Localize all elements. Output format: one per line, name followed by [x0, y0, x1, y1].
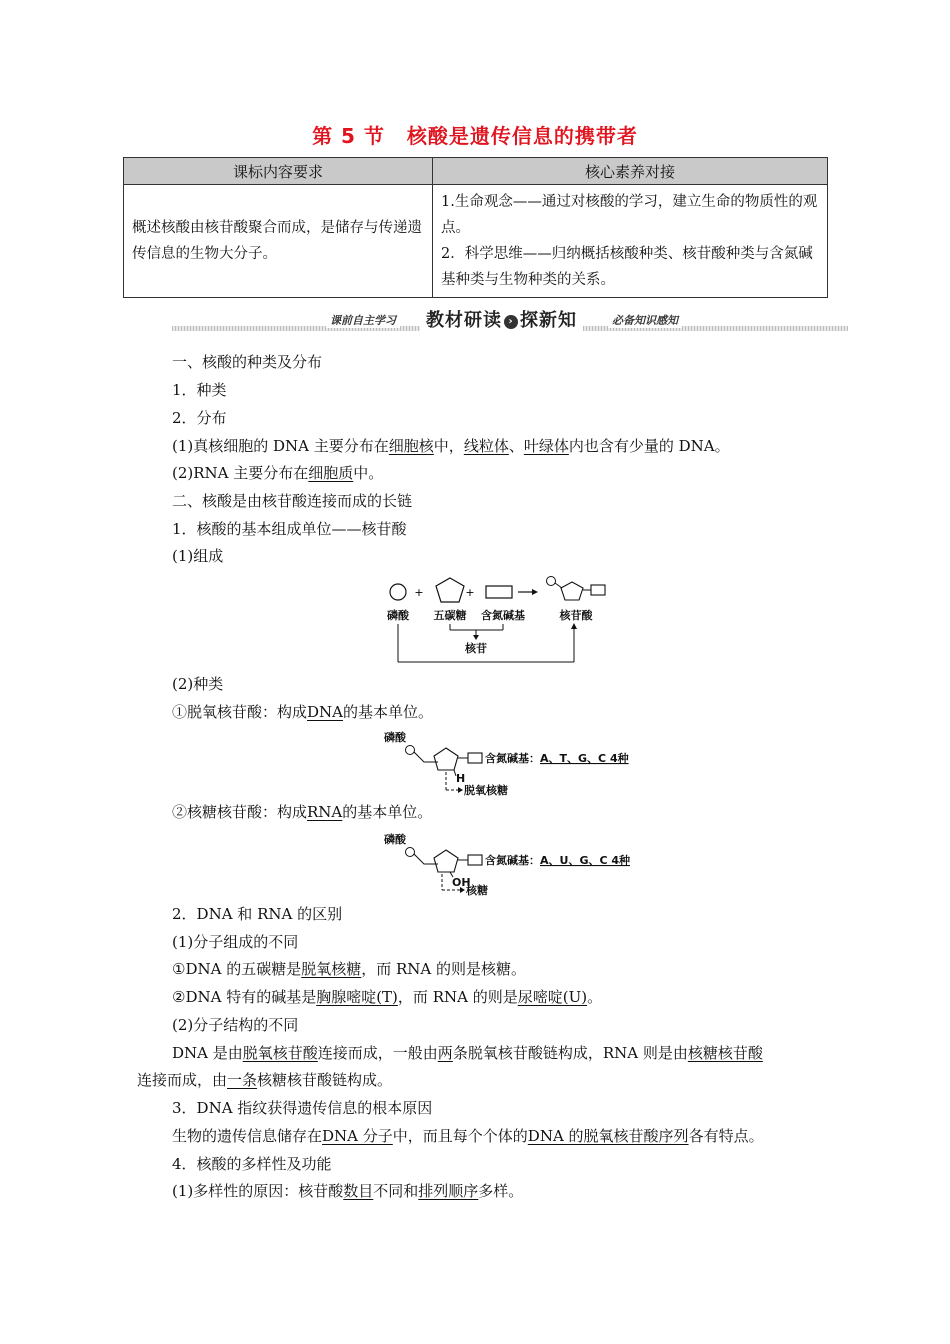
pentose-pentagon-icon	[434, 850, 458, 872]
base-rect-icon	[486, 586, 512, 598]
banner-right: 必备知识感知	[608, 312, 682, 328]
section-number: 第 5 节	[312, 124, 385, 148]
pentose-pentagon-icon	[436, 578, 464, 602]
plus-sign: +	[465, 586, 475, 599]
base-rect-icon	[468, 753, 482, 763]
ribonucleotide-diagram	[380, 830, 631, 902]
text-line: (1)多样性的原因：核苷酸数目不同和排列顺序多样。	[172, 1182, 524, 1200]
sub-heading: (2)分子结构的不同	[172, 1016, 299, 1034]
col2-item-2: 2．科学思维——归纳概括核酸种类、核苷酸种类与含氮碱基种类与生物种类的关系。	[441, 246, 813, 288]
text-line: ①脱氧核苷酸：构成DNA的基本单位。	[172, 703, 434, 721]
text-line: ①DNA 的五碳糖是脱氧核糖，而 RNA 的则是核糖。	[172, 960, 527, 978]
ribose-label: 核糖	[466, 884, 488, 897]
col2-cell	[433, 185, 828, 298]
base-rect-icon	[591, 585, 605, 595]
phosphate-label: 磷酸	[387, 609, 409, 622]
base-rect-icon	[468, 855, 482, 865]
banner-main-a: 教材研读	[426, 310, 502, 331]
text-line: DNA 是由脱氧核苷酸连接而成，一般由两条脱氧核苷酸链构成，RNA 则是由核糖核苷酸	[172, 1044, 763, 1062]
heading-1: 一、核酸的种类及分布	[172, 353, 323, 371]
col1-header: 课标内容要求	[124, 158, 433, 185]
col2-item-1: 1.生命观念——通过对核酸的学习，建立生命的物质性的观点。	[441, 194, 818, 236]
sub-heading: (1)分子组成的不同	[172, 933, 299, 951]
sub-heading-distribution: 2．分布	[172, 409, 227, 427]
heading-2: 二、核酸是由核苷酸连接而成的长链	[172, 492, 413, 510]
nucleotide-label: 核苷酸	[559, 609, 593, 622]
pentose-pentagon-icon	[434, 748, 458, 770]
phosphate-circle-icon	[406, 848, 415, 857]
sub-heading: 3．DNA 指纹获得遗传信息的根本原因	[172, 1099, 433, 1117]
col2-header: 核心素养对接	[433, 158, 828, 185]
requirements-table	[123, 157, 828, 298]
banner-left: 课前自主学习	[326, 312, 400, 328]
chevron-right-icon: ›	[504, 315, 518, 329]
text-line: ②核糖核苷酸：构成RNA的基本单位。	[172, 803, 433, 821]
banner-main-b: 探新知	[520, 310, 577, 331]
text-line: 生物的遗传信息储存在DNA 分子中，而且每个个体的DNA 的脱氧核苷酸序列各有特点。	[172, 1127, 764, 1145]
text-line: (2)RNA 主要分布在细胞质中。	[172, 464, 384, 482]
phosphate-label: 磷酸	[384, 731, 406, 744]
phosphate-circle-icon	[406, 746, 415, 755]
col1-text: 概述核酸由核苷酸聚合而成，是储存与传递遗传信息的生物大分子。	[124, 185, 433, 298]
sub-heading: 2．DNA 和 RNA 的区别	[172, 905, 343, 923]
phosphate-label: 磷酸	[384, 833, 406, 846]
sub-heading-types: 1．种类	[172, 381, 227, 399]
base-annotation: 含氮碱基：A、T、G、C 4种	[485, 752, 629, 765]
text-line: ②DNA 特有的碱基是胸腺嘧啶(T)，而 RNA 的则是尿嘧啶(U)。	[172, 988, 603, 1006]
sub-heading: (2)种类	[172, 675, 224, 693]
plus-sign: +	[414, 586, 424, 599]
deoxyribose-label: 脱氧核糖	[464, 784, 508, 797]
text-line: (1)真核细胞的 DNA 主要分布在细胞核中，线粒体、叶绿体内也含有少量的 DNA。	[172, 437, 730, 455]
section-title: 核酸是遗传信息的携带者	[406, 124, 638, 148]
deoxyribonucleotide-diagram	[380, 728, 629, 800]
nucleoside-label: 核苷	[465, 642, 487, 655]
h-label: H	[456, 772, 466, 785]
section-banner	[172, 306, 848, 336]
arrow-head-icon	[532, 589, 538, 595]
text-line: 连接而成，由一条核糖核苷酸链构成。	[137, 1071, 393, 1089]
phosphate-circle-icon	[390, 584, 406, 600]
pentose-pentagon-icon	[561, 582, 583, 600]
page-title	[0, 120, 950, 149]
phosphate-circle-icon	[547, 577, 556, 586]
banner-main	[420, 306, 583, 332]
base-label: 含氮碱基	[481, 609, 525, 622]
base-annotation: 含氮碱基：A、U、G、C 4种	[485, 854, 631, 867]
sub-heading: 1．核酸的基本组成单位——核苷酸	[172, 520, 407, 538]
oh-label: OH	[452, 876, 471, 889]
sub-heading: (1)组成	[172, 547, 224, 565]
nucleotide-composition-diagram	[380, 572, 620, 668]
sub-heading: 4．核酸的多样性及功能	[172, 1155, 332, 1173]
sugar-label: 五碳糖	[433, 609, 467, 622]
